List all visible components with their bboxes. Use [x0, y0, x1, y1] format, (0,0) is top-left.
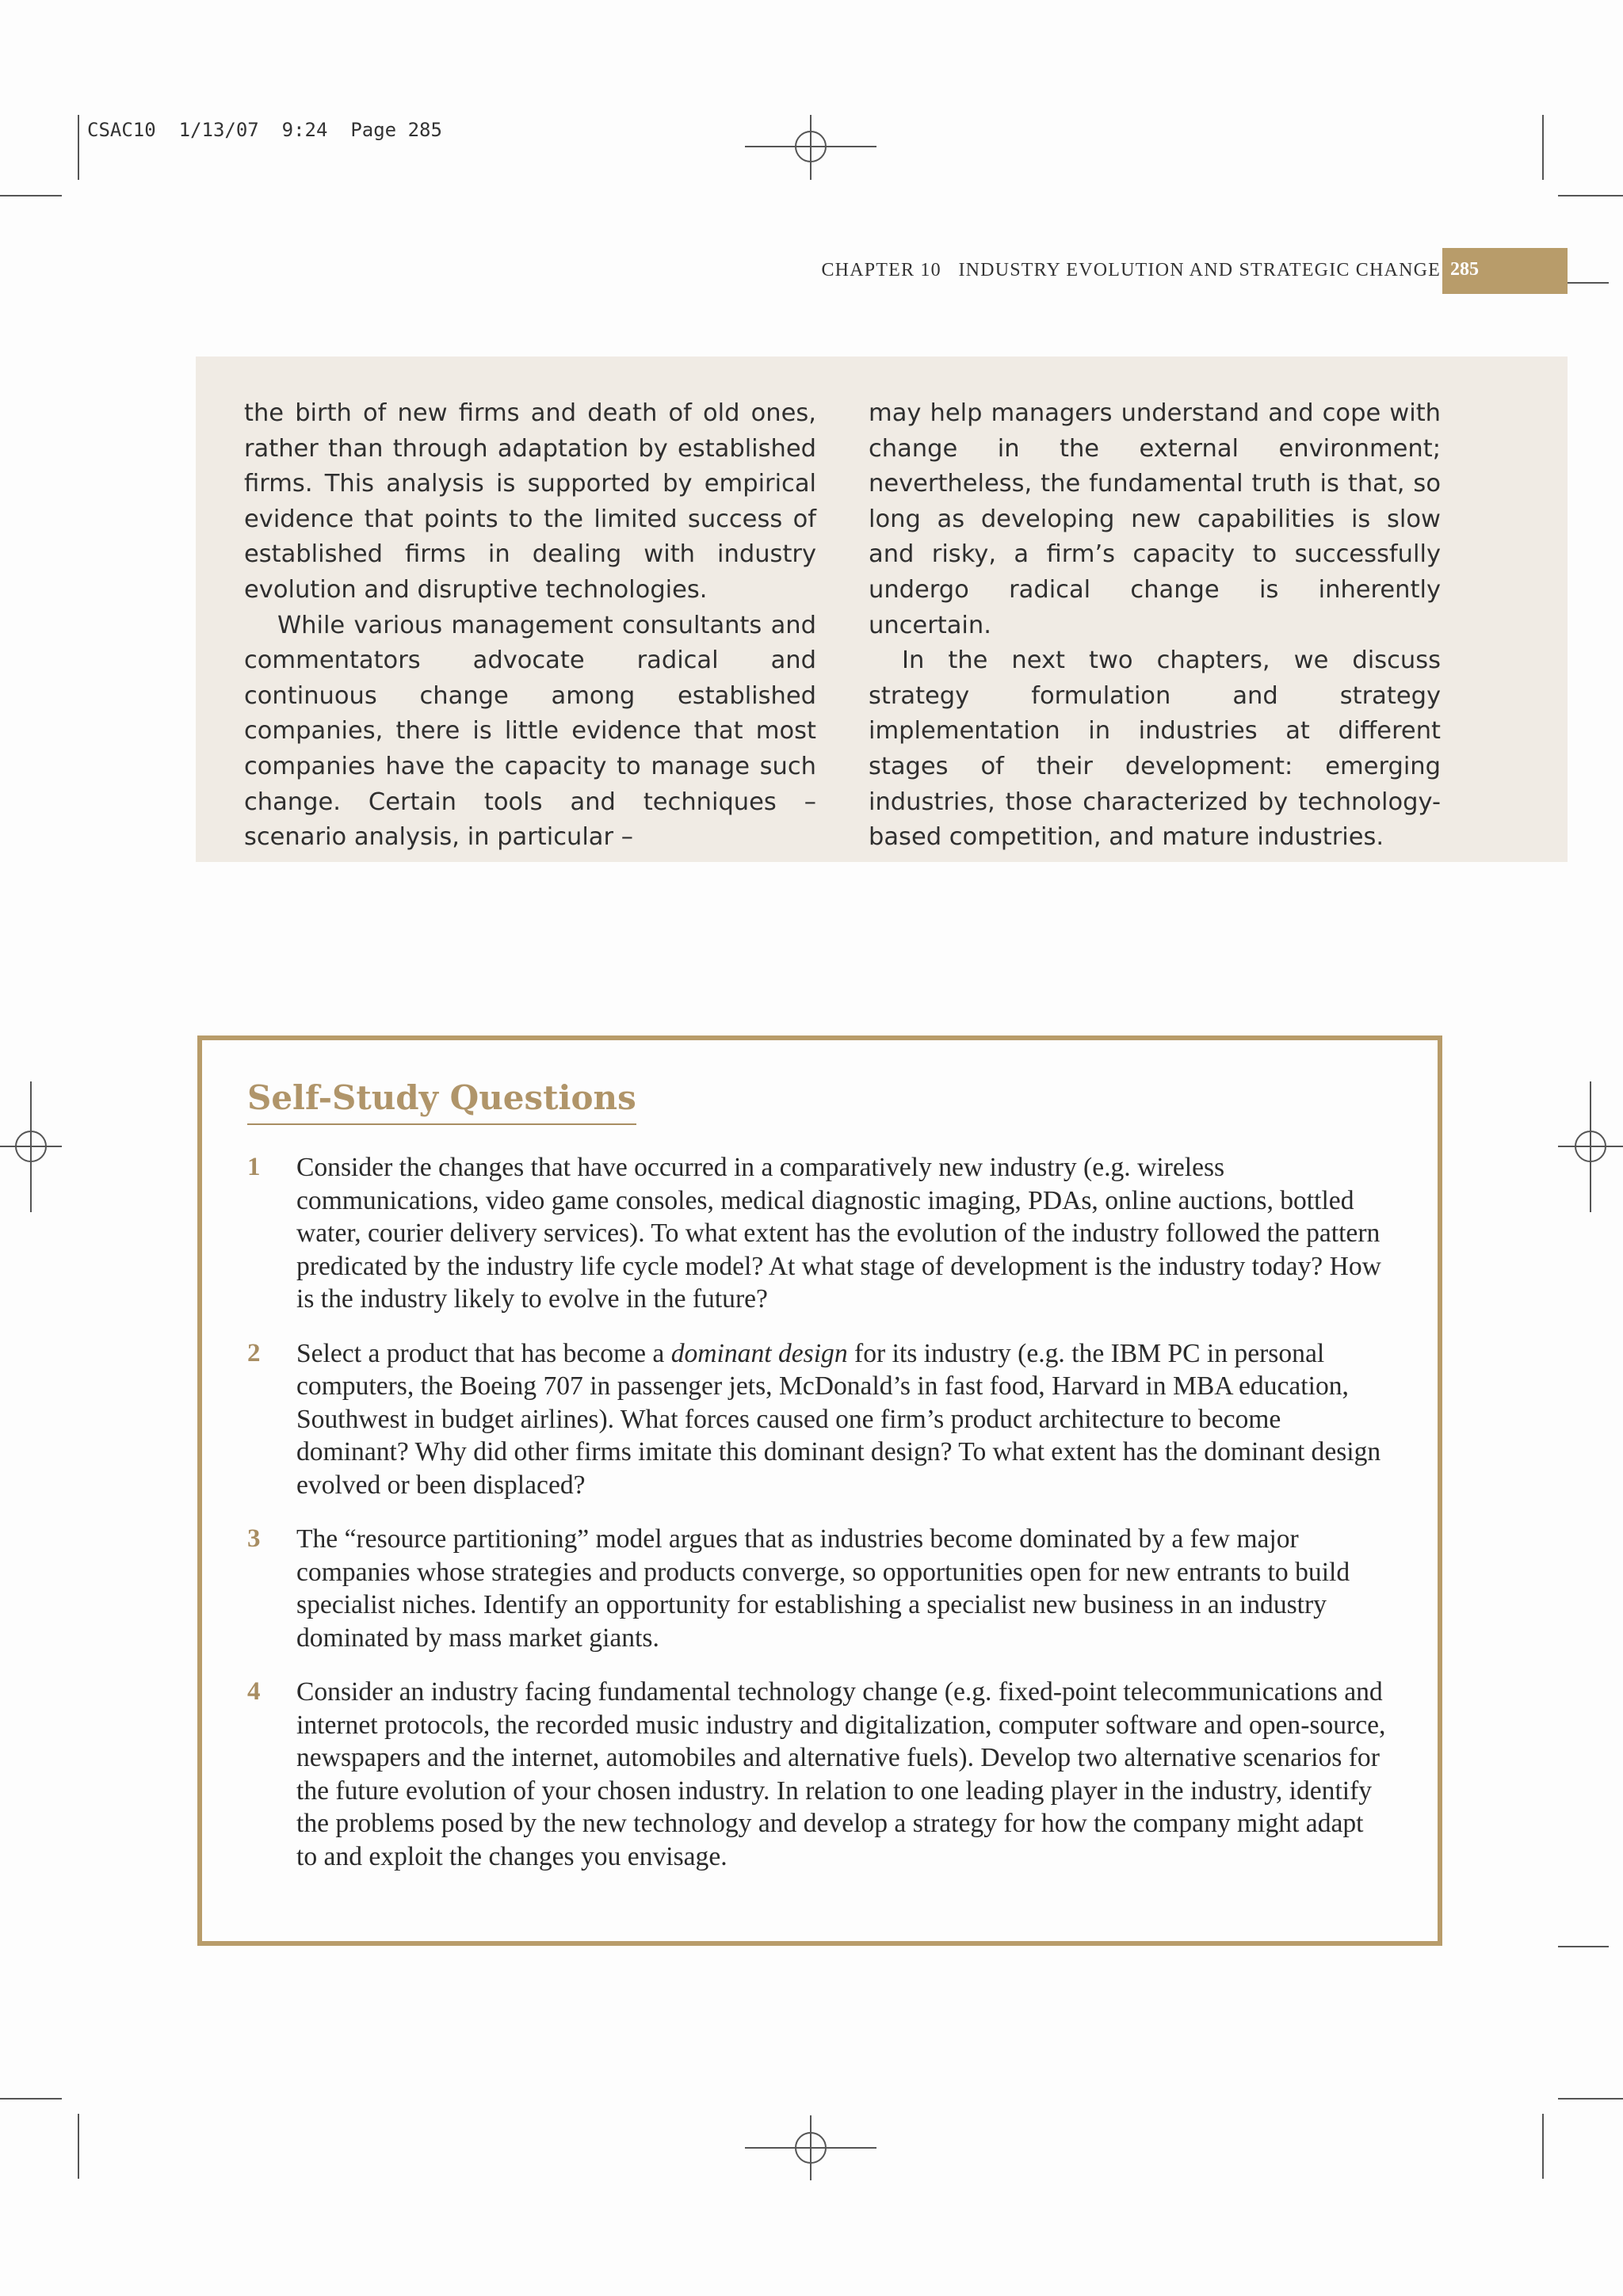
summary-paragraph: In the next two chapters, we discuss strategy formulation and strategy implementation in industries at different stages of their development: emerging industries, those characterized by technology-based competition, and mature industries.: [869, 646, 1441, 852]
printer-slug: CSAC10 1/13/07 9:24 Page 285: [87, 119, 442, 141]
question-item: [247, 1676, 1388, 1873]
summary-box: [196, 357, 1568, 862]
question-item: [247, 1523, 1388, 1654]
summary-right-column: [869, 396, 1441, 856]
question-text: Consider an industry facing fundamental technology change (e.g. fixed-point telecommunications and internet protocols, the recorded music industry and digitalization, computer software and open-source, newspapers and the internet, automobiles and alternative fuels). Develop two alternative scenarios for the future evolution of your chosen industry. In relation to one leading player in the industry, identify the problems posed by the new technology and develop a strategy for how the company might adapt to and exploit the changes you envisage.: [296, 1677, 1386, 1871]
question-number: 3: [247, 1524, 261, 1553]
question-text-part: for its industry (e.g. the IBM PC in personal computers, the Boeing 707 in passenger jets, McDonald’s in fast food, Harvard in MBA education, Southwest in budget airlines). What forces caused one firm’s product architecture to become dominant? Why did other firms imitate this dominant design? To what extent has the dominant design evolved or been displaced?: [296, 1338, 1381, 1500]
question-text: [296, 1337, 1388, 1502]
page-number-tab: [1442, 248, 1568, 294]
chapter-label: CHAPTER 10: [821, 260, 941, 280]
summary-paragraph: While various management consultants and commentators advocate radical and continuous change among established companies, there is little evidence that most companies have the capacity to manage such change. Certain tools and techniques – scenario analysis, in particular –: [244, 611, 816, 852]
question-text: The “resource partitioning” model argues that as industries become dominated by a few major companies whose strategies and products converge, so opportunities open for new entrants to build specialist niches. Identify an opportunity for establishing a specialist new business in an industry dominated by mass market giants.: [296, 1524, 1350, 1653]
question-emphasis: dominant design: [670, 1338, 848, 1368]
chapter-title: INDUSTRY EVOLUTION AND STRATEGIC CHANGE: [958, 260, 1441, 280]
question-number: 1: [247, 1153, 261, 1181]
question-item: [247, 1337, 1388, 1502]
question-text: Consider the changes that have occurred in a comparatively new industry (e.g. wireless communications, video game consoles, medical diagnostic imaging, PDAs, online auctions, bottled water, courier delivery services). To what extent has the evolution of the industry followed the pattern predicated by the industry life cycle model? At what stage of development is the industry today? How is the industry likely to evolve in the future?: [296, 1153, 1381, 1314]
summary-left-column: [244, 396, 816, 856]
self-study-heading: Self-Study Questions: [247, 1078, 636, 1125]
self-study-questions-box: [197, 1035, 1442, 1946]
question-item: [247, 1151, 1388, 1316]
running-head: [821, 260, 1441, 281]
summary-paragraph: the birth of new firms and death of old ones, rather than through adaptation by established firms. This analysis is supported by empirical evidence that points to the limited success of established firms in dealing with industry evolution and disruptive technologies.: [244, 399, 816, 604]
question-list: [247, 1151, 1388, 1894]
question-number: 2: [247, 1338, 261, 1367]
summary-paragraph: may help managers understand and cope with change in the external environment; nevertheless, the fundamental truth is that, so long as developing new capabilities is slow and risky, a firm’s capacity to successfully undergo radical change is inherently uncertain.: [869, 399, 1441, 639]
question-number: 4: [247, 1677, 261, 1706]
page-number: 285: [1450, 259, 1479, 280]
question-text-part: Select a product that has become a: [296, 1338, 671, 1368]
